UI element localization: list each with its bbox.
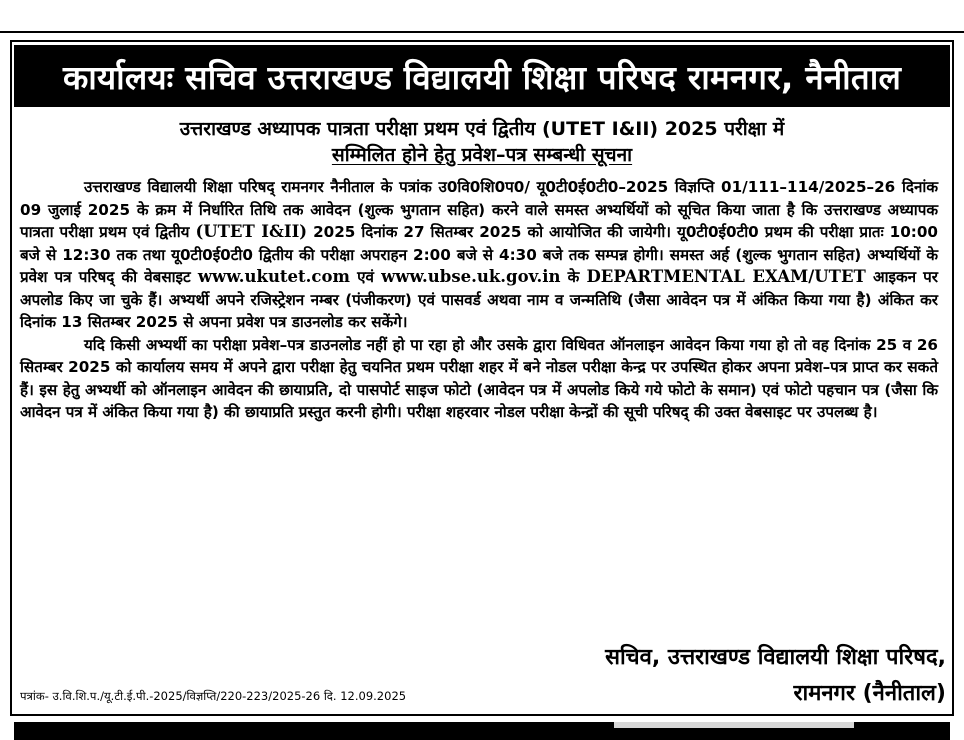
bottom-bar-fragment: [614, 722, 854, 728]
signature-block: [605, 640, 946, 712]
website-ubse[interactable]: www.ubse.uk.gov.in: [381, 267, 561, 286]
notice-subject: [14, 116, 950, 168]
p1-text-a: उत्तराखण्ड विद्यालयी शिक्षा परिषद् रामनगर नैनीताल के पत्रांक उ0वि0शि0प0/ यू0टी0ई0टी0–2025 विज्ञप्ति 01/111–114/2025–26 दिनांक 09 जुलाई 2025 के क्रम में निर्धारित तिथि तक आवेदन (शुल्क भुगतान सहित) करने वाले समस्त अभ्यर्थियों को सूचित किया जाता है कि उत्तराखण्ड अध्यापक पात्रता परीक्षा प्रथम एवं द्वितीय: [20, 178, 938, 241]
signature-line-1: सचिव, उत्तराखण्ड विद्यालयी शिक्षा परिषद,: [605, 645, 946, 670]
office-title: कार्यालयः सचिव उत्तराखण्ड विद्यालयी शिक्षा परिषद रामनगर, नैनीताल: [62, 57, 902, 97]
signature-line-2: रामनगर (नैनीताल): [793, 681, 946, 706]
p1-text-e: आइकन पर अपलोड किए जा चुके हैं। अभ्यर्थी अपने रजिस्ट्रेशन नम्बर (पंजीकरण) एवं पासवर्ड अथवा नाम व जन्मतिथि (जैसा आवेदन पत्र में अंकित किया गया है) अंकित कर दिनांक 13 सितम्बर 2025 से अपना प्रवेश पत्र डाउनलोड कर सकेंगे।: [20, 268, 939, 331]
subject-line-1: उत्तराखण्ड अध्यापक पात्रता परीक्षा प्रथम एवं द्वितीय (UTET I&II) 2025 परीक्षा में: [179, 118, 785, 140]
bottom-bar: [14, 722, 950, 740]
reference-number: पत्रांक- उ.वि.शि.प./यू.टी.ई.पी.-2025/विज्ञप्ति/220-223/2025-26 दि. 12.09.2025: [20, 689, 407, 703]
office-header: [14, 45, 950, 107]
p1-dept-exam: DEPARTMENTAL EXAM/UTET: [586, 267, 866, 286]
p1-utet: (UTET I&II): [195, 222, 308, 241]
p1-text-b: 2025 दिनांक 27 सितम्बर 2025 को आयोजित की जायेगी। यू0टी0ई0टी0 प्रथम की परीक्षा प्रातः 10:00 बजे से 12:30 तक तथा यू0टी0ई0टी0 द्वितीय की परीक्षा अपराहन 2:00 बजे से 4:30 बजे तक सम्पन्न होगी। समस्त अर्ह (शुल्क भुगतान सहित) अभ्यर्थियों के प्रवेश पत्र परिषद् की वेबसाइट: [20, 223, 938, 286]
paragraph-1: [20, 176, 938, 334]
subject-line-2: सम्मिलित होने हेतु प्रवेश–पत्र सम्बन्धी सूचना: [331, 144, 633, 166]
top-rule: [0, 31, 964, 33]
website-ukutet[interactable]: www.ukutet.com: [197, 267, 350, 286]
notice-body: [20, 176, 938, 424]
paragraph-2: यदि किसी अभ्यर्थी का परीक्षा प्रवेश–पत्र डाउनलोड नहीं हो पा रहा हो और उसके द्वारा विधिवत ऑनलाइन आवेदन किया गया हो तो वह दिनांक 25 व 26 सितम्बर 2025 को कार्यालय समय में अपने द्वारा परीक्षा हेतु चयनित प्रथम परीक्षा शहर में बने नोडल परीक्षा केन्द्र पर उपस्थित होकर अपना प्रवेश–पत्र प्राप्त कर सकते हैं। इस हेतु अभ्यर्थी को ऑनलाइन आवेदन की छायाप्रति, दो पासपोर्ट साइज फोटो (आवेदन पत्र में अपलोड किये गये फोटो के समान) एवं फोटो पहचान पत्र (जैसा कि आवेदन पत्र में अंकित किया गया है) की छायाप्रति प्रस्तुत करनी होगी। परीक्षा शहरवार नोडल परीक्षा केन्द्रों की सूची परिषद् की उक्त वेबसाइट पर उपलब्ध है।: [20, 335, 938, 421]
p1-text-d: के: [567, 268, 580, 286]
p1-text-c: एवं: [357, 268, 374, 286]
